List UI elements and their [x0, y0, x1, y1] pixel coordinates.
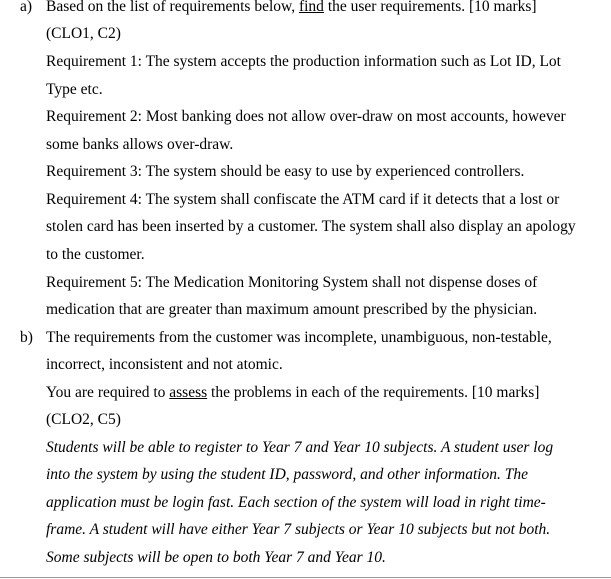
question-a-prompt — [46, 0, 537, 17]
requirement-5-line-2: medication that are greater than maximum amount prescribed by the physician. — [46, 301, 538, 318]
requirement-1-line-1: Requirement 1: The system accepts the production information such as Lot ID, Lot — [46, 53, 561, 70]
question-b-task-after: the problems in each of the requirements. [10 marks] — [207, 384, 540, 401]
question-a-prompt-keyword: find — [298, 0, 324, 15]
requirement-2-line-2: some banks allows over-draw. — [46, 136, 234, 153]
question-a-prompt-before: Based on the list of requirements below, — [46, 0, 299, 15]
question-a-prompt-after: the user requirements. [10 marks] — [323, 0, 537, 15]
question-b-task-before: You are required to — [46, 384, 170, 401]
question-b-task-keyword: assess — [169, 384, 208, 401]
scenario-line-1: Students will be able to register to Year 7 and Year 10 subjects. A student user log — [46, 439, 554, 456]
requirement-3-line-1: Requirement 3: The system should be easy to use by experienced controllers. — [46, 163, 525, 180]
requirement-2-line-1: Requirement 2: Most banking does not allow over-draw on most accounts, however — [46, 108, 566, 125]
scenario-line-2: into the system by using the student ID, password, and other information. The — [46, 466, 529, 483]
requirement-4-line-2: stolen card has been inserted by a customer. The system shall also display an apology — [46, 218, 576, 235]
question-b-task — [46, 383, 539, 403]
requirement-1-line-2: Type etc. — [46, 81, 103, 98]
question-b-clo: (CLO2, C5) — [46, 411, 121, 428]
question-a-clo: (CLO1, C2) — [46, 25, 121, 42]
question-b-marker: b) — [20, 329, 33, 346]
scenario-line-4: frame. A student will have either Year 7 subjects or Year 10 subjects but not both. — [46, 521, 551, 538]
requirement-5-line-1: Requirement 5: The Medication Monitoring System shall not dispense doses of — [46, 274, 538, 291]
question-a-marker: a) — [20, 0, 33, 15]
scenario-line-5: Some subjects will be open to both Year 7 and Year 10. — [46, 549, 386, 566]
bottom-divider — [0, 577, 611, 578]
question-b-intro-line-1: The requirements from the customer was incomplete, unambiguous, non-testable, — [46, 329, 552, 346]
requirement-4-line-3: to the customer. — [46, 246, 145, 263]
scenario-line-3: application must be login fast. Each section of the system will load in right time- — [46, 494, 546, 511]
question-b-intro-line-2: incorrect, inconsistent and not atomic. — [46, 356, 283, 373]
requirement-4-line-1: Requirement 4: The system shall confiscate the ATM card if it detects that a lost or — [46, 191, 560, 208]
